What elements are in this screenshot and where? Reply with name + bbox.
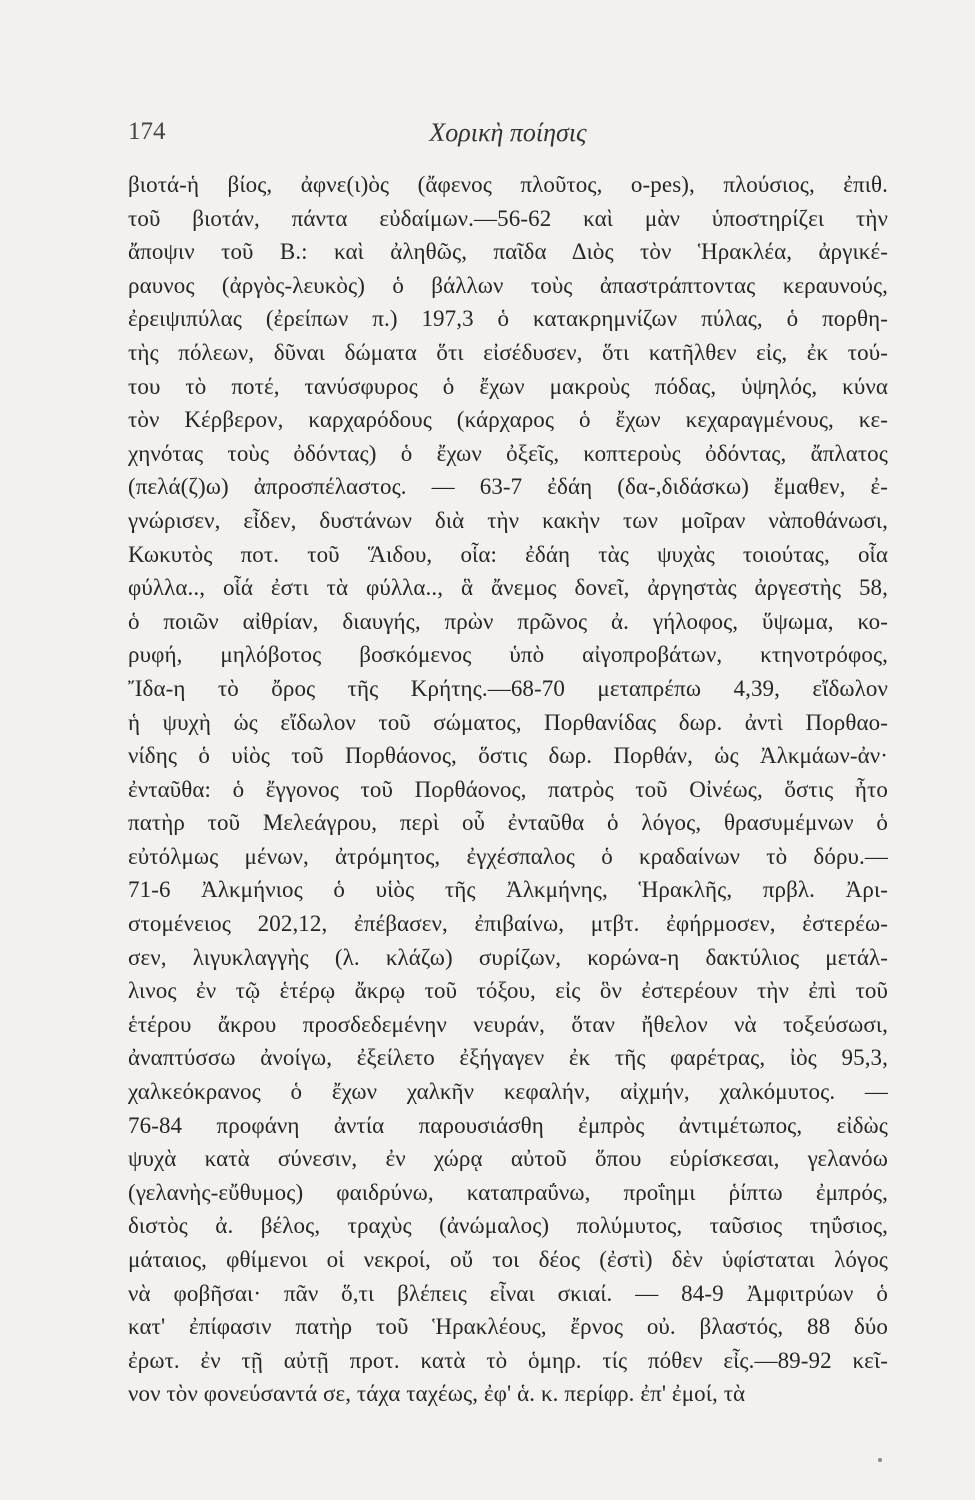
running-title: Χορικὴ ποίησις bbox=[429, 118, 587, 147]
text-line: πατὴρ τοῦ Μελεάγρου, περὶ οὗ ἐνταῦθα ὁ λόγος, θρασυμέμνων ὁ bbox=[128, 810, 888, 836]
text-line: 76-84 προφάνη ἀντία παρουσιάσθη ἐμπρὸς ἀντιμέτωπος, εἰδὼς bbox=[128, 1112, 888, 1138]
text-line: ἄποψιν τοῦ Β.: καὶ ἀληθῶς, παῖδα Διὸς τὸν Ἡρακλέα, ἀργικέ- bbox=[128, 239, 888, 265]
text-line: νον τὸν φονεύσαντά σε, τάχα ταχέως, ἐφ' ἁ. κ. περίφρ. ἐπ' ἐμοί, τὰ bbox=[128, 1381, 746, 1407]
text-line: τὸν Κέρβερον, καρχαρόδους (κάρχαρος ὁ ἔχων κεχαραγμένους, κε- bbox=[128, 407, 888, 433]
text-line: Ἴδα-η τὸ ὄρος τῆς Κρήτης.—68-70 μεταπρέπω 4,39, εἴδωλον bbox=[128, 675, 888, 701]
page-header bbox=[128, 118, 888, 158]
text-line: στομένειος 202,12, ἐπέβασεν, ἐπιβαίνω, μτβτ. ἐφήρμοσεν, ἐστερέω- bbox=[128, 911, 888, 937]
text-line: χηνότας τοὺς ὀδόντας) ὁ ἔχων ὀξεῖς, κοπτεροὺς ὀδόντας, ἄπλατος bbox=[128, 440, 888, 466]
text-line: ἐρωτ. ἐν τῇ αὐτῇ προτ. κατὰ τὸ ὁμηρ. τίς πόθεν εἶς.—89-92 κεῖ- bbox=[128, 1347, 888, 1373]
text-line: χαλκεόκρανος ὁ ἔχων χαλκῆν κεφαλήν, αἰχμήν, χαλκόμυτος. — bbox=[128, 1079, 888, 1105]
text-line: ἐνταῦθα: ὁ ἔγγονος τοῦ Πορθάονος, πατρὸς τοῦ Οἰνέως, ὅστις ἦτο bbox=[128, 776, 888, 802]
text-line: λινος ἐν τῷ ἑτέρῳ ἄκρῳ τοῦ τόξου, εἰς ὃν ἐστερέουν τὴν ἐπὶ τοῦ bbox=[128, 978, 888, 1004]
text-line: του τὸ ποτέ, τανύσφυρος ὁ ἔχων μακροὺς πόδας, ὑψηλός, κύνα bbox=[128, 373, 888, 399]
text-line: ραυνος (ἀργὸς-λευκὸς) ὁ βάλλων τοὺς ἀπαστράπτοντας κεραυνούς, bbox=[128, 272, 888, 298]
text-line: (πελά(ζ)ω) ἀπροσπέλαστος. — 63-7 ἐδάη (δα-,διδάσκω) ἔμαθεν, ἐ- bbox=[128, 474, 888, 500]
text-line: μάταιος, φθίμενοι οἱ νεκροί, οὔ τοι δέος (ἐστὶ) δὲν ὑφίσταται λόγος bbox=[128, 1247, 888, 1272]
text-line: Κωκυτὸς ποτ. τοῦ Ἅιδου, οἷα: ἐδάη τὰς ψυχὰς τοιούτας, οἷα bbox=[128, 541, 888, 567]
text-line: 71-6 Ἀλκμήνιος ὁ υἱὸς τῆς Ἀλκμήνης, Ἡρακλῆς, πρβλ. Ἀρι- bbox=[128, 877, 888, 903]
text-line: κατ' ἐπίφασιν πατὴρ τοῦ Ἡρακλέους, ἔρνος οὐ. βλαστός, 88 δύο bbox=[128, 1314, 888, 1340]
text-line: διστὸς ἀ. βέλος, τραχὺς (ἀνώμαλος) πολύμυτος, ταῦσιος τηΰσιος, bbox=[128, 1213, 888, 1239]
paper-speck bbox=[878, 1458, 882, 1462]
text-line: βιοτά-ἡ βίος, ἀφνε(ι)ὸς (ἄφενος πλοῦτος, o-pes), πλούσιος, ἐπιθ. bbox=[128, 172, 888, 197]
page-number: 174 bbox=[128, 118, 166, 145]
text-line: φύλλα.., οἷά ἐστι τὰ φύλλα.., ἃ ἄνεμος δονεῖ, ἀργηστὰς ἀργεστὴς 58, bbox=[128, 575, 888, 601]
text-line: ἡ ψυχὴ ὡς εἴδωλον τοῦ σώματος, Πορθανίδας δωρ. ἀντὶ Πορθαο- bbox=[128, 709, 888, 735]
text-line: ἐρειψιπύλας (ἐρείπων π.) 197,3 ὁ κατακρημνίζων πύλας, ὁ πορθη- bbox=[128, 306, 888, 332]
text-line: γνώρισεν, εἶδεν, δυστάνων διὰ τὴν κακὴν των μοῖραν νὰποθάνωσι, bbox=[128, 507, 888, 533]
text-line: τοῦ βιοτάν, πάντα εὐδαίμων.—56-62 καὶ μὰν ὑποστηρίζει τὴν bbox=[128, 205, 888, 231]
text-line: ἀναπτύσσω ἀνοίγω, ἐξείλετο ἐξήγαγεν ἐκ τῆς φαρέτρας, ἰὸς 95,3, bbox=[128, 1045, 888, 1071]
text-line: νίδης ὁ υἱὸς τοῦ Πορθάονος, ὅστις δωρ. Πορθάν, ὡς Ἀλκμάων-ἀν· bbox=[128, 743, 888, 769]
text-line: σεν, λιγυκλαγγὴς (λ. κλάζω) συρίζων, κορώνα-η δακτύλιος μετάλ- bbox=[128, 944, 888, 970]
text-line: ἑτέρου ἄκρου προσδεδεμένην νευράν, ὅταν ἤθελον νὰ τοξεύσωσι, bbox=[128, 1011, 888, 1037]
text-line: ὁ ποιῶν αἰθρίαν, διαυγής, πρὼν πρῶνος ἀ. γήλοφος, ὕψωμα, κο- bbox=[128, 608, 888, 634]
text-line: ρυφή, μηλόβοτος βοσκόμενος ὑπὸ αἰγοπροβάτων, κτηνοτρόφος, bbox=[128, 642, 888, 668]
text-line: (γελανὴς-εὔθυμος) φαιδρύνω, καταπραΰνω, προΐημι ῥίπτω ἐμπρός, bbox=[128, 1179, 888, 1205]
text-line: νὰ φοβῆσαι· πᾶν ὅ,τι βλέπεις εἶναι σκιαί. — 84-9 Ἀμφιτρύων ὁ bbox=[128, 1280, 888, 1306]
text-line: ψυχὰ κατὰ σύνεσιν, ἐν χώρᾳ αὐτοῦ ὅπου εὑρίσκεσαι, γελανόω bbox=[128, 1146, 888, 1172]
text-line: τὴς πόλεων, δῦναι δώματα ὅτι εἰσέδυσεν, ὅτι κατῆλθεν εἰς, ἐκ τού- bbox=[128, 339, 888, 365]
text-line: εὐτόλμως μένων, ἀτρόμητος, ἐγχέσπαλος ὁ κραδαίνων τὸ δόρυ.— bbox=[128, 843, 888, 869]
commentary-text bbox=[128, 168, 888, 1411]
